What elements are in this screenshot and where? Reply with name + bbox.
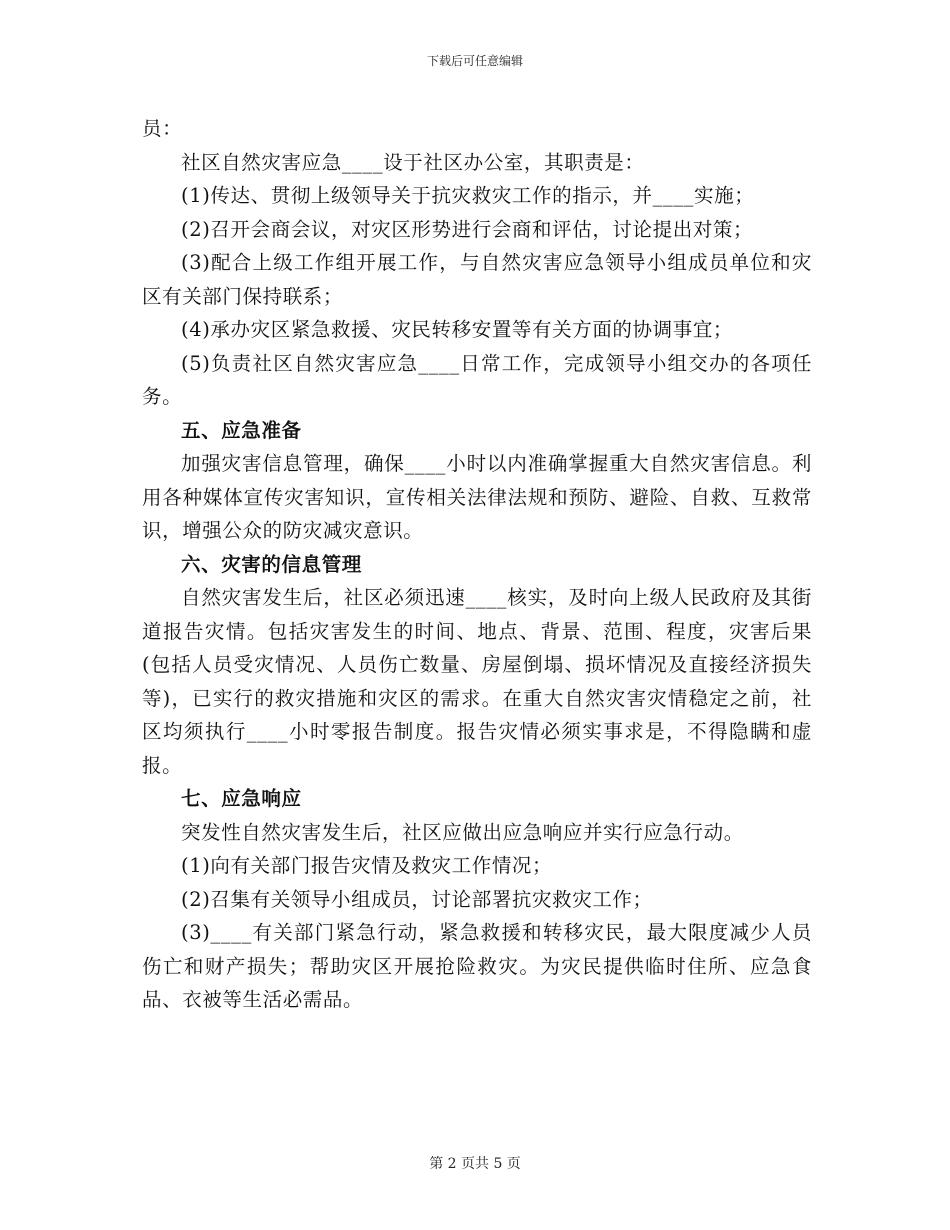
page-header: 下载后可任意编辑: [426, 54, 523, 68]
page-footer: 第 2 页共 5 页: [429, 1156, 521, 1172]
section-paragraph-7: 突发性自然灾害发生后，社区应做出应急响应并实行应急行动。: [181, 820, 744, 844]
duty-item-4: (4)承办灾区紧急救援、灾民转移安置等有关方面的协调事宜；: [181, 318, 734, 341]
section-heading-6: 六、灾害的信息管理: [181, 552, 362, 576]
section-paragraph-6: 自然灾害发生后，社区必须迅速____核实，及时向上级人民政府及其街道报告灾情。包括灾害发生的时间、地点、背景、范围、程度，灾害后果(包括人员受灾情况、人员伤亡数量、房屋倒塌、损坏情况及直接经济损失等)，已实行的救灾措施和灾区的需求。在重大自然灾害灾情稳定之前，社区均须执行____小时零报告制度。报告灾情必须实事求是，不得隐瞒和虚报。: [142, 586, 812, 777]
continuation-line: 员：: [142, 117, 183, 140]
document-body: [142, 112, 812, 1017]
duty-item-3: (3)配合上级工作组开展工作，与自然灾害应急领导小组成员单位和灾区有关部门保持联系；: [142, 251, 812, 308]
section-heading-5: 五、应急准备: [181, 418, 302, 442]
response-item-1: (1)向有关部门报告灾情及救灾工作情况；: [181, 854, 553, 877]
section-heading-7: 七、应急响应: [181, 787, 302, 810]
duty-item-5: (5)负责社区自然灾害应急____日常工作，完成领导小组交办的各项任务。: [142, 351, 812, 408]
duty-item-2: (2)召开会商会议，对灾区形势进行会商和评估，讨论提出对策；: [181, 217, 754, 241]
section-paragraph-5: 加强灾害信息管理，确保____小时以内准确掌握重大自然灾害信息。利用各种媒体宣传灾害知识，宣传相关法律法规和预防、避险、自救、互救常识，增强公众的防灾减灾意识。: [142, 452, 812, 542]
paragraph-office: 社区自然灾害应急____设于社区办公室，其职责是：: [181, 150, 645, 174]
response-item-2: (2)召集有关领导小组成员，讨论部署抗灾救灾工作；: [181, 887, 653, 911]
response-item-3: (3)____有关部门紧急行动，紧急救援和转移灾民，最大限度减少人员伤亡和财产损失；帮助灾区开展抢险救灾。为灾民提供临时住所、应急食品、衣被等生活必需品。: [142, 921, 812, 1011]
duty-item-1: (1)传达、贯彻上级领导关于抗灾救灾工作的指示，并____实施；: [181, 184, 755, 207]
